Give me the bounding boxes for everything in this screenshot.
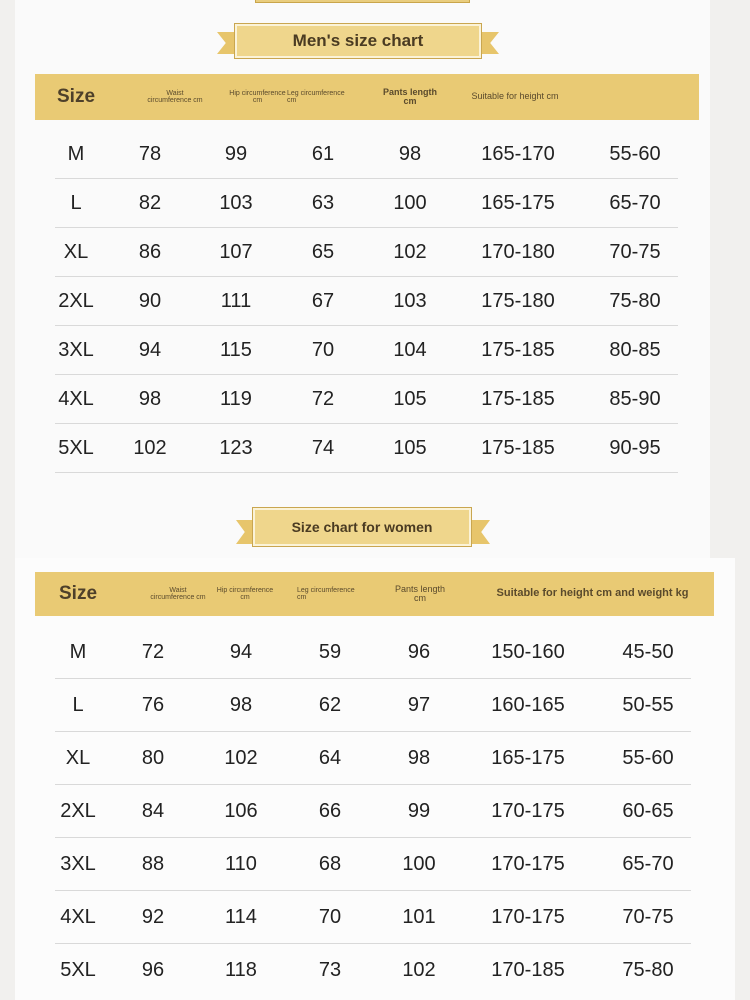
cell-leg: 68 bbox=[318, 852, 342, 875]
cell-leg: 72 bbox=[311, 387, 335, 410]
cell-waist: 88 bbox=[141, 852, 165, 875]
cell-weight: 70-75 bbox=[609, 240, 661, 263]
header-hip: Hip circumference cm bbox=[216, 586, 274, 601]
cell-weight: 75-80 bbox=[609, 289, 661, 312]
cell-weight: 80-85 bbox=[609, 338, 661, 361]
cell-hip: 107 bbox=[219, 240, 253, 263]
table-row bbox=[55, 424, 678, 473]
cell-hip: 119 bbox=[220, 387, 252, 410]
cell-hip: 103 bbox=[219, 191, 253, 214]
table-row bbox=[55, 732, 691, 785]
women-size-table bbox=[55, 626, 691, 1000]
cell-pants: 99 bbox=[407, 799, 431, 822]
header-leg: Leg circumference cm bbox=[297, 586, 355, 601]
cell-pants: 103 bbox=[393, 289, 427, 312]
cell-height: 175-180 bbox=[481, 289, 555, 312]
table-row bbox=[55, 944, 691, 997]
table-row bbox=[55, 838, 691, 891]
cell-height: 175-185 bbox=[481, 436, 555, 459]
cell-hip: 102 bbox=[224, 746, 258, 769]
cell-waist: 82 bbox=[138, 191, 162, 214]
cell-height: 160-165 bbox=[491, 693, 565, 716]
header-waist: Waist circumference cm bbox=[147, 89, 203, 104]
cell-size: L bbox=[72, 693, 84, 716]
cell-pants: 102 bbox=[402, 959, 436, 981]
cell-size: M bbox=[67, 142, 85, 165]
cell-leg: 59 bbox=[318, 640, 342, 663]
cell-waist: 92 bbox=[141, 905, 165, 928]
cell-weight: 60-65 bbox=[622, 799, 674, 822]
cell-weight: 55-60 bbox=[622, 746, 674, 769]
table-row bbox=[55, 130, 678, 179]
cell-leg: 66 bbox=[318, 799, 342, 822]
women-header-bar bbox=[35, 572, 714, 616]
women-title-ribbon bbox=[236, 508, 490, 554]
cell-waist: 96 bbox=[141, 959, 165, 981]
cell-pants: 97 bbox=[407, 693, 431, 716]
table-row bbox=[55, 277, 678, 326]
cell-hip: 114 bbox=[225, 905, 257, 928]
cell-height: 175-185 bbox=[481, 338, 555, 361]
header-height: Suitable for height cm bbox=[471, 91, 559, 102]
cell-weight: 90-95 bbox=[609, 436, 661, 459]
cell-size: 2XL bbox=[58, 289, 94, 312]
table-row bbox=[55, 679, 691, 732]
men-header-bar bbox=[35, 74, 699, 120]
table-row bbox=[55, 228, 678, 277]
cell-leg: 62 bbox=[318, 693, 342, 716]
cell-hip: 115 bbox=[220, 338, 252, 361]
cell-hip: 106 bbox=[224, 799, 258, 822]
cell-hip: 110 bbox=[225, 852, 257, 875]
cell-weight: 50-55 bbox=[622, 693, 674, 716]
cell-leg: 61 bbox=[311, 142, 335, 165]
cell-size: 2XL bbox=[60, 799, 96, 822]
cell-waist: 76 bbox=[141, 693, 165, 716]
cell-height: 170-175 bbox=[491, 905, 565, 928]
cell-waist: 78 bbox=[138, 142, 162, 165]
cell-size: 5XL bbox=[60, 959, 96, 981]
cell-waist: 90 bbox=[138, 289, 162, 312]
header-size: Size bbox=[59, 583, 98, 605]
cell-waist: 72 bbox=[141, 640, 165, 663]
cell-leg: 67 bbox=[311, 289, 335, 312]
table-row bbox=[55, 179, 678, 228]
cell-weight: 70-75 bbox=[622, 905, 674, 928]
cell-hip: 99 bbox=[224, 142, 248, 165]
cell-size: XL bbox=[65, 746, 91, 769]
cell-leg: 64 bbox=[318, 746, 342, 769]
cell-height: 165-175 bbox=[491, 746, 565, 769]
header-hip: Hip circumference cm bbox=[229, 89, 286, 104]
header-pants: Pants length cm bbox=[394, 583, 446, 603]
header-leg: Leg circumference cm bbox=[287, 89, 345, 104]
header-waist: Waist circumference cm bbox=[150, 586, 206, 601]
cell-height: 170-180 bbox=[481, 240, 555, 263]
cell-pants: 100 bbox=[393, 191, 427, 214]
cell-waist: 84 bbox=[141, 799, 165, 822]
cell-pants: 96 bbox=[407, 640, 431, 663]
cell-pants: 100 bbox=[402, 852, 436, 875]
header-size: Size bbox=[57, 86, 96, 108]
ribbon-tail-right bbox=[468, 520, 490, 544]
cell-leg: 70 bbox=[318, 905, 342, 928]
cell-size: XL bbox=[63, 240, 89, 263]
cell-weight: 65-70 bbox=[609, 191, 661, 214]
cell-height: 170-175 bbox=[491, 799, 565, 822]
cell-leg: 65 bbox=[311, 240, 335, 263]
cell-weight: 75-80 bbox=[622, 959, 674, 981]
women-chart-title: Size chart for women bbox=[253, 508, 471, 546]
cell-waist: 86 bbox=[138, 240, 162, 263]
cell-waist: 94 bbox=[138, 338, 162, 361]
cell-weight: 85-90 bbox=[609, 387, 661, 410]
cell-hip: 111 bbox=[220, 289, 252, 312]
cell-size: 4XL bbox=[60, 905, 96, 928]
cell-pants: 98 bbox=[398, 142, 422, 165]
cell-pants: 101 bbox=[402, 905, 436, 928]
cell-size: 3XL bbox=[58, 338, 94, 361]
cell-weight: 65-70 bbox=[622, 852, 674, 875]
cell-pants: 104 bbox=[393, 338, 427, 361]
cell-waist: 80 bbox=[141, 746, 165, 769]
table-row bbox=[55, 891, 691, 944]
cell-height: 165-175 bbox=[481, 191, 555, 214]
cell-weight: 55-60 bbox=[609, 142, 661, 165]
cell-hip: 123 bbox=[219, 436, 253, 459]
cell-height: 170-185 bbox=[491, 959, 565, 981]
men-title-ribbon bbox=[217, 22, 499, 62]
table-row bbox=[55, 785, 691, 838]
cell-height: 150-160 bbox=[491, 640, 565, 663]
cell-hip: 118 bbox=[225, 959, 257, 981]
header-height: Suitable for height cm and weight kg bbox=[496, 587, 689, 600]
cell-weight: 45-50 bbox=[622, 640, 674, 663]
men-chart-title: Men's size chart bbox=[235, 24, 481, 58]
table-row bbox=[55, 326, 678, 375]
cell-size: 3XL bbox=[60, 852, 96, 875]
cell-leg: 73 bbox=[318, 959, 342, 981]
header-pants: Pants length cm bbox=[382, 86, 437, 106]
cell-size: L bbox=[70, 191, 82, 214]
cell-leg: 70 bbox=[311, 338, 335, 361]
cell-pants: 105 bbox=[393, 436, 427, 459]
cell-pants: 102 bbox=[393, 240, 427, 263]
cell-hip: 94 bbox=[229, 640, 253, 663]
cell-pants: 105 bbox=[393, 387, 427, 410]
cell-height: 170-175 bbox=[491, 852, 565, 875]
table-row bbox=[55, 375, 678, 424]
cell-leg: 63 bbox=[311, 191, 335, 214]
cell-waist: 102 bbox=[133, 436, 167, 459]
cell-hip: 98 bbox=[229, 693, 253, 716]
cell-size: 4XL bbox=[58, 387, 94, 410]
top-banner-edge bbox=[255, 0, 470, 3]
cell-pants: 98 bbox=[407, 746, 431, 769]
cell-height: 165-170 bbox=[481, 142, 555, 165]
cell-leg: 74 bbox=[311, 436, 335, 459]
cell-height: 175-185 bbox=[481, 387, 555, 410]
cell-size: 5XL bbox=[58, 436, 94, 459]
cell-waist: 98 bbox=[138, 387, 162, 410]
cell-size: M bbox=[69, 640, 87, 663]
table-row bbox=[55, 626, 691, 679]
men-size-table bbox=[55, 130, 678, 470]
